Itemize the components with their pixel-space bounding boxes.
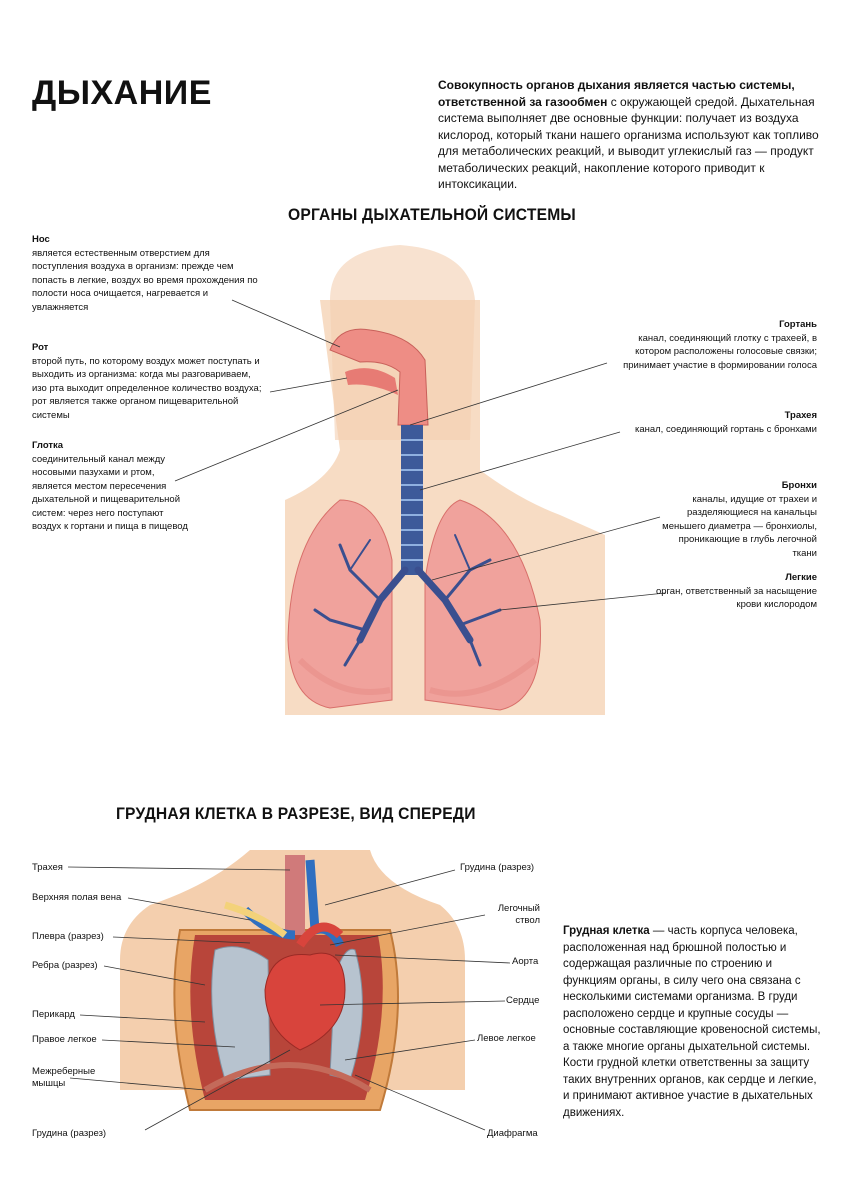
chest-label-diaphragm: Диафрагма (487, 1128, 538, 1139)
section2-heading: ГРУДНАЯ КЛЕТКА В РАЗРЕЗЕ, ВИД СПЕРЕДИ (116, 804, 476, 823)
label-larynx: Гортань канал, соединяющий глотку с трахеей, в котором расположены голосовые связки; принимает участие в формировании голоса (623, 319, 817, 371)
label-trachea: Трахея канал, соединяющий гортань с бронхами (634, 410, 817, 435)
chest-label-ribs: Ребра (разрез) (32, 960, 98, 971)
chest-label-sternum-right: Грудина (разрез) (460, 862, 535, 873)
chest-label-trachea: Трахея (32, 862, 63, 873)
label-mouth: Рот второй путь, по которому воздух может поступать и выходить из организма: когда мы разговариваем, изо рта выходит определенное количество воздуха; рот является также органом пищеварительной системы (32, 342, 262, 421)
intro-bold: Совокупность органов дыхания является частью системы, ответственной за газообмен (438, 78, 795, 109)
label-nose: Нос является естественным отверстием для поступления воздуха в организм: прежде чем попасть в легкие, воздух во время прохождения по полости носа очищается, нагревается и увлажняется (32, 234, 258, 313)
chest-label-aorta: Аорта (512, 956, 539, 967)
chest-label-left-lung: Левое легкое (477, 1033, 536, 1044)
chest-label-pleura: Плевра (разрез) (32, 931, 104, 942)
respiratory-diagram (175, 245, 665, 715)
chest-label-pulmonary-trunk: Легочный ствол (497, 903, 540, 926)
chest-label-vena-cava: Верхняя полая вена (32, 892, 122, 903)
chest-diagram (68, 850, 510, 1130)
label-pharynx: Глотка соединительный канал между носовыми пазухами и ртом, является местом пересечения дыхательной и пищеварительной систем: через него поступают воздух к гортани и пища в пищевод (32, 440, 188, 532)
page-title: ДЫХАНИЕ (32, 74, 212, 112)
label-lungs: Легкие орган, ответственный за насыщение крови кислородом (655, 572, 817, 610)
chest-description (563, 923, 825, 1121)
chest-label-sternum-left: Грудина (разрез) (32, 1128, 107, 1139)
chest-label-intercostal: Межреберные мышцы (32, 1066, 96, 1089)
section1-heading: ОРГАНЫ ДЫХАТЕЛЬНОЙ СИСТЕМЫ (288, 205, 576, 224)
chest-label-pericardium: Перикард (32, 1009, 75, 1020)
intro-rest: с окружающей средой. Дыхательная система выполняет две основные функции: получает из воздуха кислород, который ткани нашего организма используют как топливо для метаболических реакций, и выводит углекислый газ — продукт метаболических реакций, накопление которого приводит к интоксикации. (438, 94, 819, 191)
right-lung-cross (212, 947, 270, 1080)
chest-label-heart: Сердце (506, 995, 540, 1006)
label-bronchi: Бронхи каналы, идущие от трахеи и разделяющиеся на канальцы меньшего диаметра — бронхиолы, проникающие в глубь легочной ткани (662, 480, 817, 559)
chest-label-right-lung: Правое легкое (32, 1034, 97, 1045)
chest-description-text: — часть корпуса человека, расположенная над брюшной полостью и содержащая различные по строению и функциям органы, в силу чего она связана с несколькими системами организма. В груди расположено сердце и крупные сосуды — основные составляющие кровеносной системы, а также многие органы дыхательной системы. Кости грудной клетки ответственны за защиту таких внутренних органов, как сердце и легкие, и принимают активное участие в дыхательных движениях. (563, 925, 821, 1119)
chest-description-bold: Грудная клетка (563, 925, 650, 937)
